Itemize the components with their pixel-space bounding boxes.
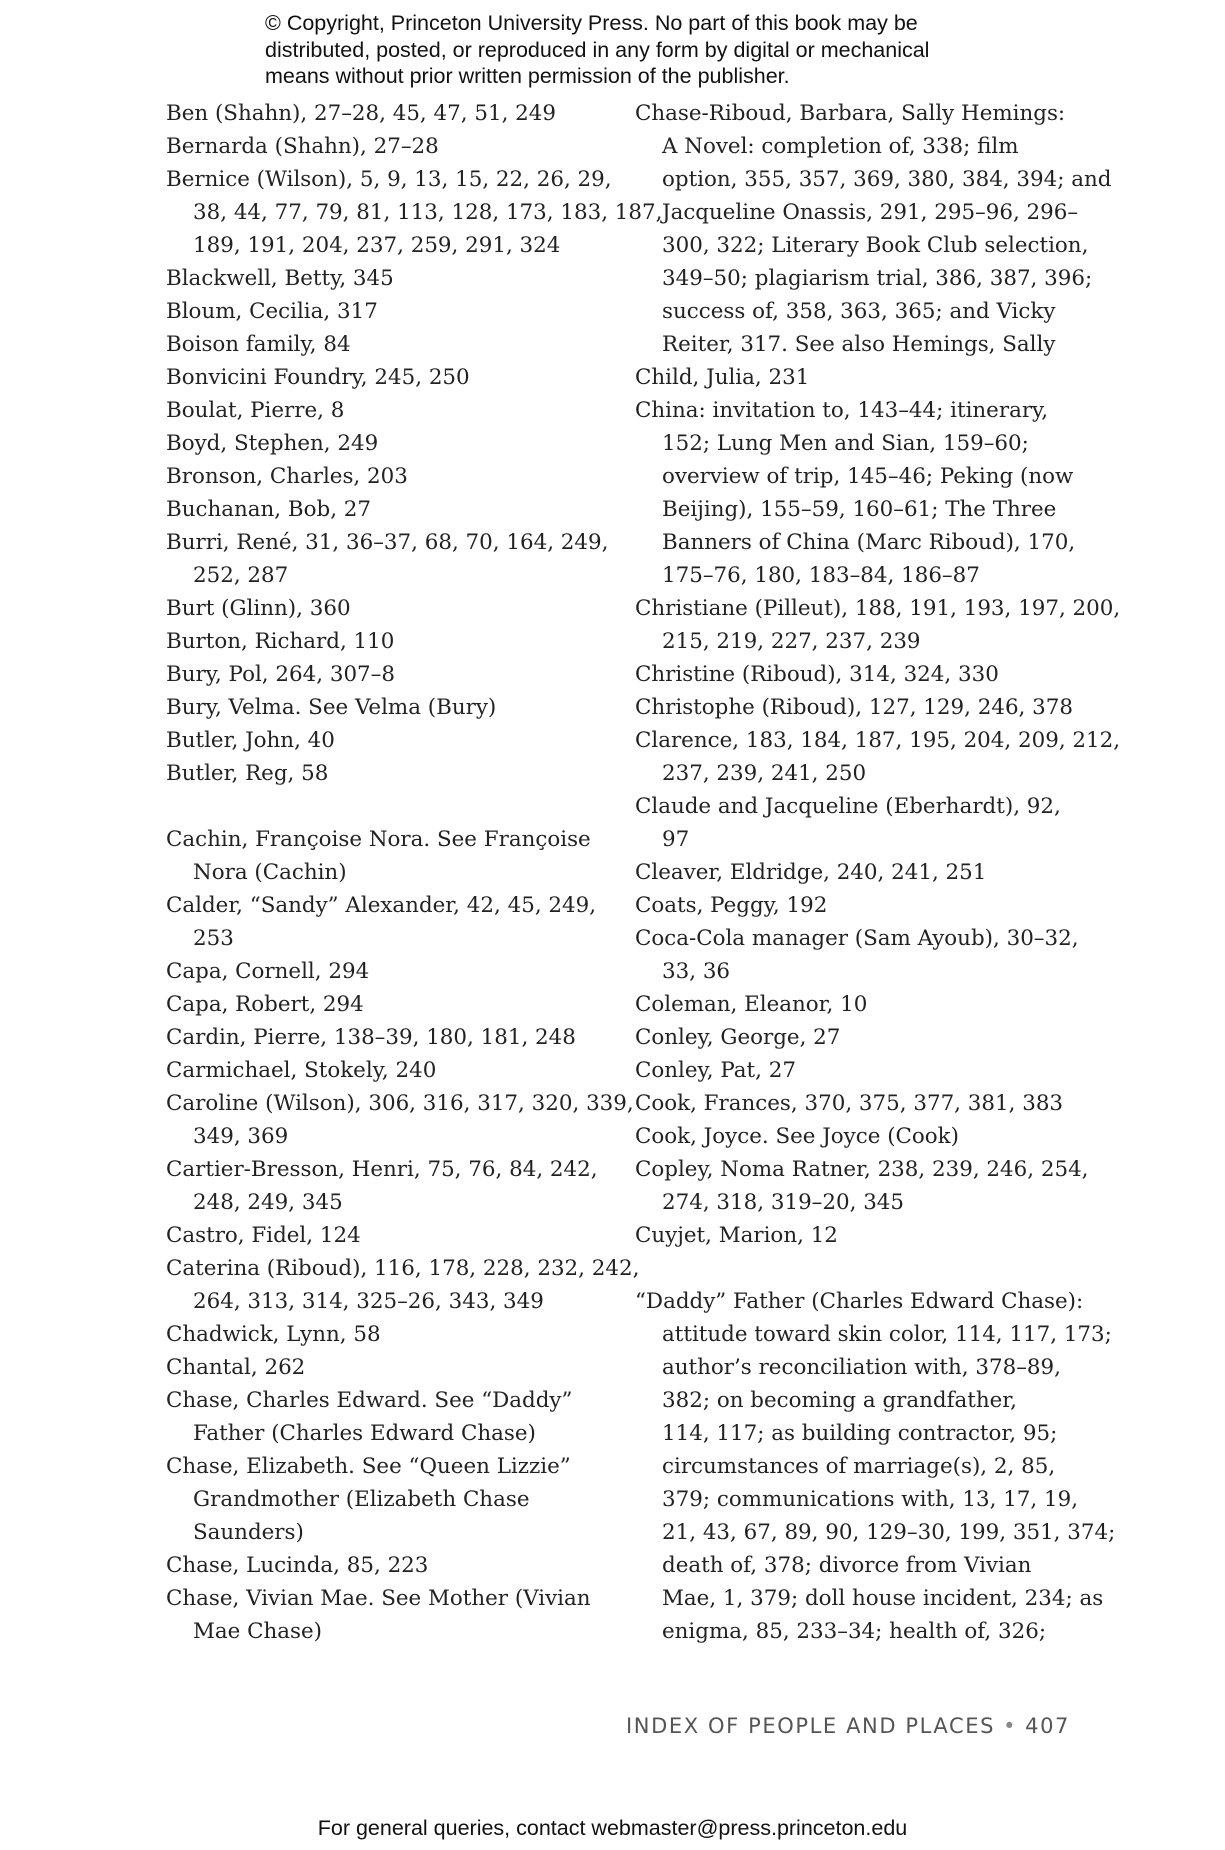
- index-entry-continuation: A Novel: completion of, 338; film: [662, 134, 1019, 159]
- index-entry-line: Capa, Cornell, 294: [166, 959, 370, 984]
- index-entry-continuation: Beijing), 155–59, 160–61; The Three: [662, 497, 1057, 522]
- index-entry: [166, 889, 606, 955]
- index-entry-line: Coleman, Eleanor, 10: [635, 992, 868, 1017]
- index-entry-line: Burt (Glinn), 360: [166, 596, 351, 621]
- index-entry: [635, 1120, 1075, 1153]
- index-entry-continuation: 175–76, 180, 183–84, 186–87: [662, 563, 980, 588]
- index-entry: [166, 1351, 606, 1384]
- index-right-column: [635, 97, 1121, 1648]
- index-entry-continuation: Banners of China (Marc Riboud), 170,: [662, 530, 1076, 555]
- index-entry: [166, 163, 663, 262]
- index-entry: [635, 1153, 1089, 1219]
- index-entry: [635, 658, 1075, 691]
- index-entry: [166, 97, 606, 130]
- index-entry-continuation: Father (Charles Edward Chase): [193, 1421, 536, 1446]
- index-entry-line: Christiane (Pilleut), 188, 191, 193, 197, 200,: [635, 596, 1121, 621]
- index-entry: [635, 922, 1079, 988]
- index-entry-line: Chase-Riboud, Barbara, Sally Hemings:: [635, 101, 1066, 126]
- index-entry-continuation: 114, 117; as building contractor, 95;: [662, 1421, 1058, 1446]
- index-entry: [166, 1087, 634, 1153]
- index-entry: [166, 757, 606, 790]
- index-entry: [635, 1219, 1075, 1252]
- index-entry-line: Bernice (Wilson), 5, 9, 13, 15, 22, 26, 29,: [166, 167, 612, 192]
- index-entry-line: Bury, Velma. See Velma (Bury): [166, 695, 497, 720]
- index-entry-line: Calder, “Sandy” Alexander, 42, 45, 249,: [166, 893, 597, 918]
- index-entry-continuation: 349, 369: [193, 1124, 289, 1149]
- index-entry-line: Boulat, Pierre, 8: [166, 398, 345, 423]
- index-entry-line: Bloum, Cecilia, 317: [166, 299, 378, 324]
- index-entry: [635, 988, 1075, 1021]
- index-entry-continuation: 97: [662, 827, 690, 852]
- index-entry: [635, 1054, 1075, 1087]
- index-entry: [166, 427, 606, 460]
- index-entry-continuation: 215, 219, 227, 237, 239: [662, 629, 921, 654]
- letter-group-spacer: [635, 1252, 1075, 1285]
- index-entry: [166, 1549, 606, 1582]
- index-entry-line: Cleaver, Eldridge, 240, 241, 251: [635, 860, 987, 885]
- index-entry-line: Christine (Riboud), 314, 324, 330: [635, 662, 999, 687]
- index-entry: [166, 988, 606, 1021]
- index-entry-continuation: Nora (Cachin): [193, 860, 347, 885]
- index-entry-line: Caroline (Wilson), 306, 316, 317, 320, 339,: [166, 1091, 634, 1116]
- index-entry: [166, 361, 606, 394]
- index-entry-line: Chadwick, Lynn, 58: [166, 1322, 381, 1347]
- index-entry: [166, 1384, 606, 1450]
- index-entry-line: Blackwell, Betty, 345: [166, 266, 394, 291]
- index-entry: [166, 592, 606, 625]
- section-title: INDEX OF PEOPLE AND PLACES: [626, 1714, 996, 1738]
- index-entry-line: Burton, Richard, 110: [166, 629, 395, 654]
- index-entry-line: Coca-Cola manager (Sam Ayoub), 30–32,: [635, 926, 1079, 951]
- index-entry-line: Boison family, 84: [166, 332, 351, 357]
- index-entry-line: Ben (Shahn), 27–28, 45, 47, 51, 249: [166, 101, 556, 126]
- index-entry-continuation: success of, 358, 363, 365; and Vicky: [662, 299, 1056, 324]
- index-entry-continuation: Mae Chase): [193, 1619, 322, 1644]
- index-entry: [166, 460, 606, 493]
- index-entry-line: Carmichael, Stokely, 240: [166, 1058, 437, 1083]
- index-entry: [166, 1318, 606, 1351]
- separator-dot: •: [1003, 1714, 1018, 1738]
- index-entry-continuation: option, 355, 357, 369, 380, 384, 394; and: [662, 167, 1112, 192]
- copyright-line: distributed, posted, or reproduced in any form by digital or mechanical: [265, 37, 930, 62]
- index-entry-line: Boyd, Stephen, 249: [166, 431, 379, 456]
- index-entry: [635, 1087, 1075, 1120]
- index-entry: [166, 1582, 606, 1648]
- index-entry-continuation: 152; Lung Men and Sian, 159–60;: [662, 431, 1029, 456]
- index-entry-line: Conley, Pat, 27: [635, 1058, 796, 1083]
- index-entry-line: Chase, Vivian Mae. See Mother (Vivian: [166, 1586, 591, 1611]
- index-entry: [635, 790, 1075, 856]
- index-entry-line: Burri, René, 31, 36–37, 68, 70, 164, 249,: [166, 530, 609, 555]
- index-entry-line: Cartier-Bresson, Henri, 75, 76, 84, 242,: [166, 1157, 598, 1182]
- index-entry-continuation: author’s reconciliation with, 378–89,: [662, 1355, 1061, 1380]
- copyright-line: © Copyright, Princeton University Press. No part of this book may be: [265, 11, 918, 35]
- index-entry-continuation: 253: [193, 926, 234, 951]
- index-entry: [635, 1285, 1116, 1648]
- index-entry-continuation: 33, 36: [662, 959, 731, 984]
- index-entry-continuation: 189, 191, 204, 237, 259, 291, 324: [193, 233, 561, 258]
- index-entry: [166, 526, 609, 592]
- index-entry: [166, 328, 606, 361]
- index-entry-line: Bonvicini Foundry, 245, 250: [166, 365, 470, 390]
- index-entry-line: Copley, Noma Ratner, 238, 239, 246, 254,: [635, 1157, 1089, 1182]
- index-entry-continuation: overview of trip, 145–46; Peking (now: [662, 464, 1074, 489]
- index-entry: [166, 493, 606, 526]
- index-entry-line: Chase, Elizabeth. See “Queen Lizzie”: [166, 1454, 571, 1479]
- index-entry-line: China: invitation to, 143–44; itinerary,: [635, 398, 1049, 423]
- index-entry: [635, 592, 1121, 658]
- index-entry-line: Bernarda (Shahn), 27–28: [166, 134, 439, 159]
- index-entry-line: Chantal, 262: [166, 1355, 306, 1380]
- index-entry-line: Conley, George, 27: [635, 1025, 841, 1050]
- index-entry-line: Bury, Pol, 264, 307–8: [166, 662, 395, 687]
- index-entry-line: Capa, Robert, 294: [166, 992, 364, 1017]
- index-entry: [635, 361, 1075, 394]
- index-entry-line: Coats, Peggy, 192: [635, 893, 828, 918]
- index-entry-continuation: 379; communications with, 13, 17, 19,: [662, 1487, 1079, 1512]
- index-entry: [166, 625, 606, 658]
- index-entry: [166, 691, 606, 724]
- index-entry-line: Caterina (Riboud), 116, 178, 228, 232, 242,: [166, 1256, 640, 1281]
- index-left-column: [166, 97, 663, 1648]
- index-entry-line: Butler, John, 40: [166, 728, 335, 753]
- index-entry-continuation: 264, 313, 314, 325–26, 343, 349: [193, 1289, 544, 1314]
- index-entry-line: “Daddy” Father (Charles Edward Chase):: [635, 1289, 1084, 1314]
- index-entry-line: Clarence, 183, 184, 187, 195, 204, 209, 212,: [635, 728, 1121, 753]
- index-entry-line: Child, Julia, 231: [635, 365, 810, 390]
- index-entry-continuation: 248, 249, 345: [193, 1190, 343, 1215]
- index-entry: [166, 1252, 640, 1318]
- index-entry: [166, 1153, 606, 1219]
- index-entry-continuation: Reiter, 317. See also Hemings, Sally: [662, 332, 1056, 357]
- index-entry-continuation: 252, 287: [193, 563, 289, 588]
- letter-group-spacer: [166, 790, 606, 823]
- index-entry: [166, 295, 606, 328]
- index-entry: [166, 724, 606, 757]
- index-entry-continuation: 274, 318, 319–20, 345: [662, 1190, 905, 1215]
- index-entry: [166, 1021, 606, 1054]
- index-entry-continuation: Saunders): [193, 1520, 304, 1545]
- index-entry: [166, 262, 606, 295]
- index-entry-continuation: attitude toward skin color, 114, 117, 173;: [662, 1322, 1112, 1347]
- index-entry-line: Cook, Frances, 370, 375, 377, 381, 383: [635, 1091, 1064, 1116]
- index-entry: [635, 394, 1075, 592]
- index-entry: [166, 1450, 606, 1549]
- index-entry: [166, 394, 606, 427]
- index-entry-continuation: enigma, 85, 233–34; health of, 326;: [662, 1619, 1047, 1644]
- index-entry-line: Castro, Fidel, 124: [166, 1223, 361, 1248]
- running-footer: [0, 1714, 1070, 1738]
- index-entry: [635, 856, 1075, 889]
- index-entry-continuation: Grandmother (Elizabeth Chase: [193, 1487, 530, 1512]
- index-entry-continuation: 349–50; plagiarism trial, 386, 387, 396;: [662, 266, 1093, 291]
- index-entry-line: Bronson, Charles, 203: [166, 464, 408, 489]
- general-queries-notice: For general queries, contact webmaster@press.princeton.edu: [317, 1816, 908, 1840]
- index-entry: [635, 724, 1121, 790]
- index-entry: [166, 130, 606, 163]
- index-entry-continuation: Mae, 1, 379; doll house incident, 234; as: [662, 1586, 1104, 1611]
- index-entry: [635, 97, 1112, 361]
- index-entry-line: Cook, Joyce. See Joyce (Cook): [635, 1124, 959, 1149]
- index-entry-continuation: 382; on becoming a grandfather,: [662, 1388, 1017, 1413]
- index-entry: [166, 823, 606, 889]
- index-entry-line: Cuyjet, Marion, 12: [635, 1223, 838, 1248]
- index-entry: [635, 691, 1075, 724]
- index-entry-continuation: Jacqueline Onassis, 291, 295–96, 296–: [662, 200, 1079, 225]
- index-entry: [635, 1021, 1075, 1054]
- index-entry-continuation: 237, 239, 241, 250: [662, 761, 867, 786]
- index-entry-line: Chase, Charles Edward. See “Daddy”: [166, 1388, 573, 1413]
- index-entry: [635, 889, 1075, 922]
- index-entry: [166, 955, 606, 988]
- index-entry-line: Buchanan, Bob, 27: [166, 497, 372, 522]
- index-entry-line: Claude and Jacqueline (Eberhardt), 92,: [635, 794, 1061, 819]
- index-entry: [166, 658, 606, 691]
- index-entry-continuation: 300, 322; Literary Book Club selection,: [662, 233, 1089, 258]
- index-entry: [166, 1219, 606, 1252]
- index-entry-continuation: 21, 43, 67, 89, 90, 129–30, 199, 351, 374;: [662, 1520, 1116, 1545]
- index-entry-continuation: circumstances of marriage(s), 2, 85,: [662, 1454, 1056, 1479]
- index-entry: [166, 1054, 606, 1087]
- copyright-line: means without prior written permission of the publisher.: [265, 64, 790, 88]
- page-number: 407: [1025, 1714, 1070, 1738]
- index-entry-line: Cardin, Pierre, 138–39, 180, 181, 248: [166, 1025, 576, 1050]
- index-entry-line: Christophe (Riboud), 127, 129, 246, 378: [635, 695, 1073, 720]
- index-entry-continuation: death of, 378; divorce from Vivian: [662, 1553, 1032, 1578]
- index-entry-continuation: 38, 44, 77, 79, 81, 113, 128, 173, 183, 187,: [193, 200, 663, 225]
- index-entry-line: Butler, Reg, 58: [166, 761, 329, 786]
- index-entry-line: Cachin, Françoise Nora. See Françoise: [166, 827, 591, 852]
- index-entry-line: Chase, Lucinda, 85, 223: [166, 1553, 429, 1578]
- copyright-notice: [265, 10, 1025, 90]
